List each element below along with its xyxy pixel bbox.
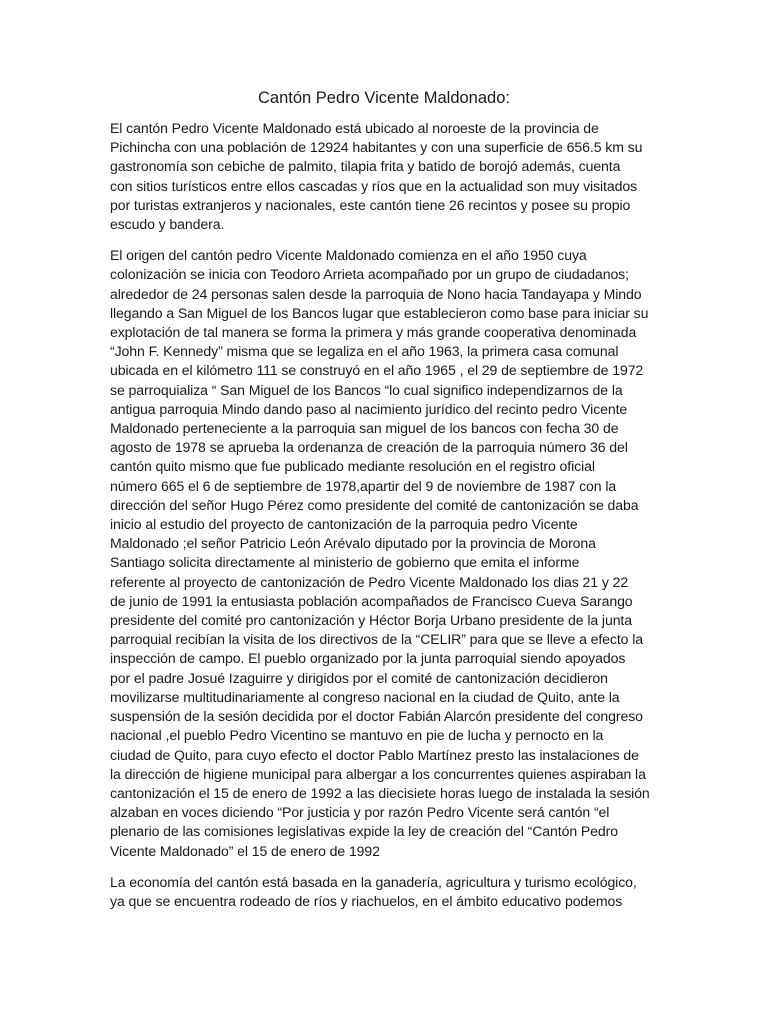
text-line: movilizarse multitudinariamente al congreso nacional en la ciudad de Quito, ante la: [110, 688, 620, 705]
document-body: [110, 119, 660, 923]
paragraph-1: [110, 119, 660, 234]
text-line: presidente del comité pro cantonización y Héctor Borja Urbano presidente de la junta: [110, 612, 632, 629]
text-line: por turistas extranjeros y nacionales, este cantón tiene 26 recintos y posee su propio: [110, 196, 631, 213]
text-line: Maldonado ;el señor Patricio León Arévalo diputado por la provincia de Morona: [110, 535, 596, 552]
text-line: cantón quito mismo que fue publicado mediante resolución en el registro oficial: [110, 458, 595, 475]
text-line: cantonización el 15 de enero de 1992 a las diecisiete horas luego de instalada la sesión: [110, 784, 650, 801]
text-line: con sitios turísticos entre ellos cascadas y ríos que en la actualidad son muy visitados: [110, 177, 638, 194]
text-line: por el padre Josué Izaguirre y dirigidos por el comité de cantonización decidieron: [110, 669, 608, 686]
text-line: “John F. Kennedy” misma que se legaliza en el año 1963, la primera casa comunal: [110, 343, 619, 360]
text-line: dirección del señor Hugo Pérez como presidente del comité de cantonización se daba: [110, 496, 639, 513]
text-line: de junio de 1991 la entusiasta población acompañados de Francisco Cueva Sarango: [110, 592, 633, 609]
text-line: referente al proyecto de cantonización de Pedro Vicente Maldonado los dias 21 y 22: [110, 573, 629, 590]
text-line: se parroquializa “ San Miguel de los Bancos “lo cual significo independizarnos de la: [110, 381, 623, 398]
text-line: Pichincha con una población de 12924 habitantes y con una superficie de 656.5 km su: [110, 139, 643, 156]
paragraph-2: [110, 246, 660, 861]
text-line: nacional ,el pueblo Pedro Vicentino se mantuvo en pie de lucha y pernocto en la: [110, 727, 604, 744]
text-line: suspensión de la sesión decidida por el doctor Fabián Alarcón presidente del congreso: [110, 708, 643, 725]
text-line: agosto de 1978 se aprueba la ordenanza de creación de la parroquia número 36 del: [110, 439, 628, 456]
text-line: explotación de tal manera se forma la primera y más grande cooperativa denominada: [110, 324, 637, 341]
text-line: gastronomía son cebiche de palmito, tilapia frita y batido de borojó además, cuenta: [110, 158, 621, 175]
text-line: parroquial recibían la visita de los directivos de la “CELIR” para que se lleve a efecto la: [110, 631, 644, 648]
text-line: ciudad de Quito, para cuyo efecto el doctor Pablo Martínez presto las instalaciones de: [110, 746, 639, 763]
text-line: inicio al estudio del proyecto de cantonización de la parroquia pedro Vicente: [110, 516, 578, 533]
text-line: antigua parroquia Mindo dando paso al nacimiento jurídico del recinto pedro Vicente: [110, 400, 628, 417]
text-line: la dirección de higiene municipal para albergar a los concurrentes quienes aspiraban la: [110, 765, 646, 782]
text-line: La economía del cantón está basada en la ganadería, agricultura y turismo ecológico,: [110, 873, 637, 890]
text-line: El origen del cantón pedro Vicente Maldonado comienza en el año 1950 cuya: [110, 247, 587, 264]
text-line: ubicada en el kilómetro 111 se construyó en el año 1965 , el 29 de septiembre de 1972: [110, 362, 644, 379]
paragraph-3: [110, 873, 660, 911]
text-line: alrededor de 24 personas salen desde la parroquia de Nono hacia Tandayapa y Mindo: [110, 285, 642, 302]
text-line: llegando a San Miguel de los Bancos lugar que establecieron como base para iniciar su: [110, 304, 649, 321]
text-line: colonización se inicia con Teodoro Arrieta acompañado por un grupo de ciudadanos;: [110, 266, 629, 283]
text-line: plenario de las comisiones legislativas expide la ley de creación del “Cantón Pedro: [110, 823, 618, 840]
document-title: Cantón Pedro Vicente Maldonado:: [258, 89, 510, 107]
text-line: El cantón Pedro Vicente Maldonado está ubicado al noroeste de la provincia de: [110, 120, 599, 136]
text-line: ya que se encuentra rodeado de ríos y riachuelos, en el ámbito educativo podemos: [110, 892, 623, 909]
text-line: escudo y bandera.: [110, 216, 225, 233]
text-line: Vicente Maldonado” el 15 de enero de 1992: [110, 842, 380, 859]
text-line: número 665 el 6 de septiembre de 1978,apartir del 9 de noviembre de 1987 con la: [110, 477, 617, 494]
text-line: inspección de campo. El pueblo organizado por la junta parroquial siendo apoyados: [110, 650, 626, 667]
text-line: Santiago solicita directamente al ministerio de gobierno que emita el informe: [110, 554, 580, 571]
text-line: alzaban en voces diciendo “Por justicia y por razón Pedro Vicente será cantón “el: [110, 804, 610, 821]
text-line: Maldonado perteneciente a la parroquia san miguel de los bancos con fecha 30 de: [110, 420, 619, 437]
